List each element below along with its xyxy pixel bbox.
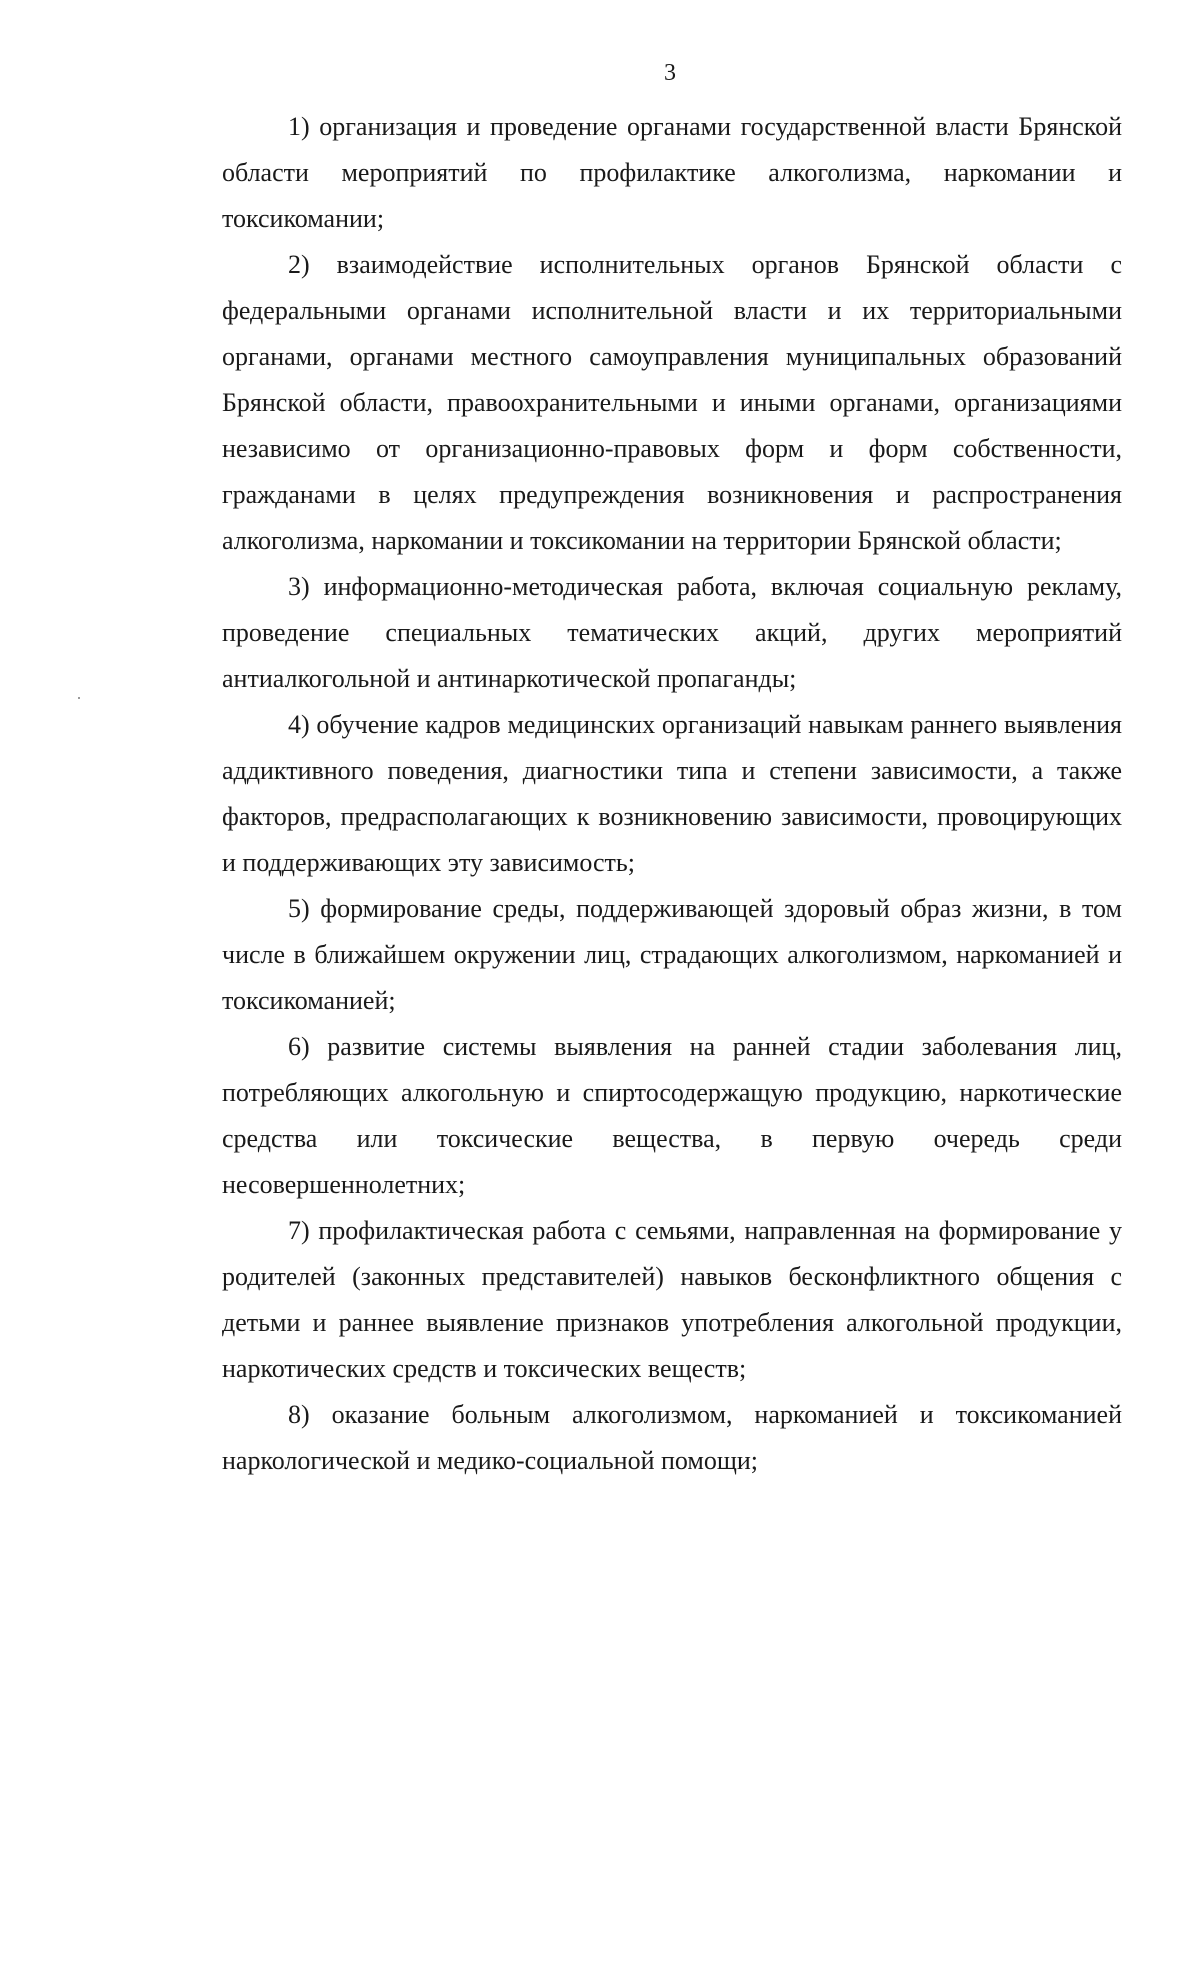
list-item-8: 8) оказание больным алкоголизмом, наркоманией и токсикоманией наркологической и медико-социальной помощи; bbox=[222, 1400, 1122, 1475]
list-item-7: 7) профилактическая работа с семьями, направленная на формирование у родителей (законных представителей) навыков бесконфликтного общения с детьми и раннее выявление признаков употребления алкогольной продукции, наркотических средств и токсических веществ; bbox=[222, 1216, 1122, 1383]
list-item-1: 1) организация и проведение органами государственной власти Брянской области мероприятий по профилактике алкоголизма, наркомании и токсикомании; bbox=[222, 112, 1122, 233]
list-item-2: 2) взаимодействие исполнительных органов Брянской области с федеральными органами исполнительной власти и их территориальными органами, органами местного самоуправления муниципальных образований Брянской области, правоохранительными и иными органами, организациями независимо от организационно-правовых форм и форм собственности, гражданами в целях предупреждения возникновения и распространения алкоголизма, наркомании и токсикомании на территории Брянской области; bbox=[222, 250, 1122, 555]
scan-artifact bbox=[78, 697, 80, 699]
list-item-5: 5) формирование среды, поддерживающей здоровый образ жизни, в том числе в ближайшем окружении лиц, страдающих алкоголизмом, наркоманией и токсикоманией; bbox=[222, 894, 1122, 1015]
list-item-4: 4) обучение кадров медицинских организаций навыкам раннего выявления аддиктивного поведения, диагностики типа и степени зависимости, а также факторов, предрасполагающих к возникновению зависимости, провоцирующих и поддерживающих эту зависимость; bbox=[222, 710, 1122, 877]
page-number: 3 bbox=[664, 60, 676, 86]
list-item-3: 3) информационно-методическая работа, включая социальную рекламу, проведение специальных тематических акций, других мероприятий антиалкогольной и антинаркотической пропаганды; bbox=[222, 572, 1122, 693]
list-item-6: 6) развитие системы выявления на ранней стадии заболевания лиц, потребляющих алкогольную и спиртосодержащую продукцию, наркотические средства или токсические вещества, в первую очередь среди несовершеннолетних; bbox=[222, 1032, 1122, 1199]
document-body bbox=[222, 104, 1122, 1484]
